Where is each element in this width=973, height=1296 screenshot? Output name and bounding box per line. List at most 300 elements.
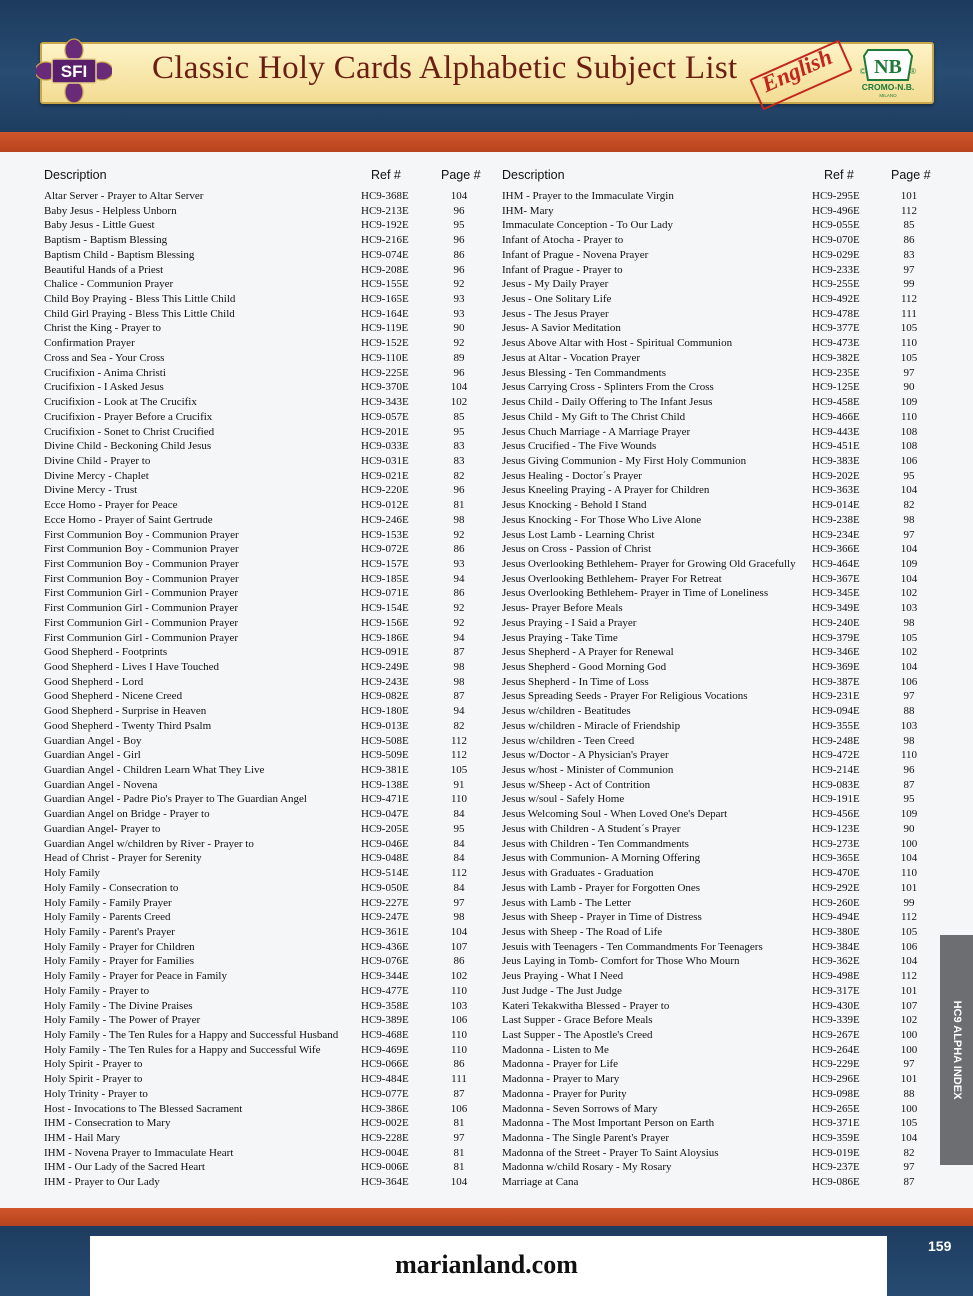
subject-description: First Communion Girl - Communion Prayer — [44, 602, 239, 615]
list-row — [44, 425, 474, 440]
subject-description: Good Shepherd - Surprise in Heaven — [44, 705, 207, 718]
ref-number: HC9-071E — [361, 587, 409, 600]
brand-name: CROMO-N.B. — [861, 82, 915, 92]
page-number-cell: 103 — [900, 719, 918, 732]
page-number-cell: 104 — [900, 955, 918, 968]
list-row — [44, 542, 474, 557]
list-row — [502, 513, 932, 528]
subject-description: Guardian Angel - Boy — [44, 734, 142, 747]
ref-number: HC9-098E — [812, 1087, 860, 1100]
list-row — [502, 425, 932, 440]
page-number-cell: 83 — [453, 454, 465, 467]
ref-number: HC9-464E — [812, 557, 860, 570]
page-number-cell: 110 — [900, 337, 918, 350]
subject-description: Jesus with Communion- A Morning Offering — [502, 852, 701, 865]
page-number-cell: 85 — [903, 219, 915, 232]
page-number-cell: 101 — [900, 190, 918, 202]
subject-description: Holy Family - The Ten Rules for a Happy and Successful Wife — [44, 1043, 321, 1056]
list-row — [44, 292, 474, 307]
page-number-cell: 104 — [450, 190, 468, 202]
subject-description: IHM - Prayer to Our Lady — [44, 1176, 160, 1189]
page-number-cell: 112 — [900, 293, 918, 306]
subject-description: Jesus w/children - Teen Creed — [502, 734, 635, 747]
list-row — [44, 704, 474, 719]
ref-number: HC9-157E — [361, 557, 409, 570]
subject-description: Jesus with Sheep - The Road of Life — [502, 925, 663, 938]
ref-number: HC9-066E — [361, 1058, 409, 1071]
list-row — [502, 454, 932, 469]
ref-number: HC9-381E — [361, 764, 409, 777]
subject-description: IHM - Consecration to Mary — [44, 1117, 171, 1130]
subject-description: Jesus Blessing - Ten Commandments — [502, 366, 667, 379]
subject-description: Jesus Giving Communion - My First Holy Communion — [502, 454, 747, 467]
subject-description: Jesus w/Sheep - Act of Contrition — [502, 778, 651, 791]
ref-number: HC9-050E — [361, 881, 409, 894]
list-row — [44, 999, 474, 1014]
page-number-cell: 112 — [900, 911, 918, 924]
right-ref-header: Ref # — [824, 168, 854, 182]
ref-number: HC9-345E — [812, 587, 860, 600]
page-number-cell: 108 — [900, 425, 918, 438]
list-row — [502, 204, 932, 219]
subject-description: Jesus Shepherd - In Time of Loss — [502, 675, 649, 688]
page-number-cell: 95 — [453, 822, 465, 835]
subject-description: First Communion Girl - Communion Prayer — [44, 616, 239, 629]
subject-description: Crucifixion - Prayer Before a Crucifix — [44, 410, 213, 423]
subject-description: Good Shepherd - Footprints — [44, 646, 168, 659]
subject-description: Holy Family - Prayer for Families — [44, 955, 195, 968]
page-number-cell: 90 — [453, 322, 465, 335]
page-number-cell: 98 — [903, 616, 915, 629]
ref-number: HC9-370E — [361, 381, 409, 394]
list-row — [44, 1160, 474, 1175]
page-number-cell: 96 — [453, 263, 465, 276]
list-row — [502, 380, 932, 395]
subject-description: Madonna - Prayer for Life — [502, 1058, 619, 1071]
ref-number: HC9-508E — [361, 734, 409, 747]
ref-number: HC9-164E — [361, 307, 409, 320]
ref-number: HC9-265E — [812, 1102, 860, 1115]
list-row — [44, 866, 474, 881]
subject-description: Host - Invocations to The Blessed Sacrament — [44, 1102, 243, 1115]
ref-number: HC9-138E — [361, 778, 409, 791]
section-tab-label: HC9 ALPHA INDEX — [950, 1000, 963, 1100]
ref-number: HC9-180E — [361, 705, 409, 718]
page-number-cell: 86 — [453, 543, 465, 556]
ref-number: HC9-364E — [361, 1176, 409, 1189]
list-row — [502, 837, 932, 852]
ref-number: HC9-021E — [361, 469, 409, 482]
page-number-cell: 106 — [900, 675, 918, 688]
list-row — [44, 660, 474, 675]
ref-number: HC9-380E — [812, 925, 860, 938]
list-row — [502, 469, 932, 484]
page-number-cell: 98 — [903, 734, 915, 747]
page-number-cell: 107 — [450, 940, 468, 953]
page-number-cell: 105 — [900, 322, 918, 335]
page-number-cell: 101 — [900, 984, 918, 997]
right-page-header: Page # — [891, 168, 931, 182]
ref-number: HC9-083E — [812, 778, 860, 791]
list-row — [44, 675, 474, 690]
page-number-cell: 84 — [453, 881, 465, 894]
page-number-cell: 110 — [450, 1028, 468, 1041]
ref-number: HC9-365E — [812, 852, 860, 865]
list-row — [502, 336, 932, 351]
list-row — [502, 984, 932, 999]
subject-description: Infant of Prague - Novena Prayer — [502, 248, 649, 261]
page-number-cell: 106 — [450, 1102, 468, 1115]
list-row — [502, 851, 932, 866]
list-row — [44, 792, 474, 807]
list-row — [502, 1131, 932, 1146]
list-row — [44, 1087, 474, 1102]
ref-number: HC9-123E — [812, 822, 860, 835]
page-number-cell: 93 — [453, 557, 465, 570]
ref-number: HC9-456E — [812, 808, 860, 821]
ref-number: HC9-260E — [812, 896, 860, 909]
list-row — [44, 557, 474, 572]
ref-number: HC9-292E — [812, 881, 860, 894]
page-number-cell: 83 — [453, 440, 465, 453]
subject-description: Immaculate Conception - To Our Lady — [502, 219, 674, 232]
ref-number: HC9-458E — [812, 396, 860, 409]
ref-number: HC9-004E — [361, 1146, 409, 1159]
subject-description: Jesus Overlooking Bethlehem- Prayer in Time of Loneliness — [502, 587, 769, 600]
subject-description: Jesus at Altar - Vocation Prayer — [502, 351, 640, 364]
ref-number: HC9-006E — [361, 1161, 409, 1174]
list-row — [502, 557, 932, 572]
list-row — [44, 336, 474, 351]
subject-description: Crucifixion - I Asked Jesus — [44, 381, 164, 394]
list-row — [44, 395, 474, 410]
list-row — [44, 248, 474, 263]
subject-description: Jesus Child - My Gift to The Christ Child — [502, 410, 686, 423]
subject-description: Holy Trinity - Prayer to — [44, 1087, 148, 1100]
list-row — [44, 1175, 474, 1190]
ref-number: HC9-355E — [812, 719, 860, 732]
subject-description: Last Supper - Grace Before Meals — [502, 1014, 653, 1027]
ref-number: HC9-216E — [361, 234, 409, 247]
right-description-header: Description — [502, 168, 565, 182]
list-row — [44, 1072, 474, 1087]
subject-description: Holy Spirit - Prayer to — [44, 1073, 143, 1086]
ref-number: HC9-214E — [812, 764, 860, 777]
subject-description: Good Shepherd - Lord — [44, 675, 144, 688]
list-row — [44, 366, 474, 381]
page-number-cell: 98 — [453, 661, 465, 673]
subject-description: Guardian Angel - Children Learn What They Live — [44, 764, 265, 777]
page-number-cell: 104 — [900, 852, 918, 865]
page-number-cell: 102 — [900, 587, 918, 600]
page-number-cell: 97 — [903, 366, 915, 379]
website-url: marianland.com — [395, 1250, 578, 1279]
subject-description: Jesus Carrying Cross - Splinters From the Cross — [502, 381, 714, 394]
subject-description: Holy Family - The Divine Praises — [44, 999, 193, 1012]
page-number-cell: 102 — [450, 970, 468, 983]
ref-number: HC9-359E — [812, 1132, 860, 1144]
list-row — [502, 189, 932, 204]
list-row — [502, 631, 932, 646]
page-number-cell: 101 — [900, 1073, 918, 1086]
list-row — [44, 940, 474, 955]
subject-description: Holy Family - Parent's Prayer — [44, 925, 175, 938]
page-number-cell: 82 — [453, 719, 465, 732]
list-row — [502, 792, 932, 807]
subject-description: Jesus Shepherd - A Prayer for Renewal — [502, 646, 674, 659]
left-ref-header: Ref # — [371, 168, 401, 182]
list-row — [502, 1013, 932, 1028]
subject-description: Jesus w/host - Minister of Communion — [502, 764, 674, 777]
page-number-cell: 92 — [453, 337, 465, 350]
page-number-cell: 104 — [900, 661, 918, 673]
list-row — [44, 218, 474, 233]
page-number-cell: 81 — [453, 499, 465, 512]
ref-number: HC9-473E — [812, 337, 860, 350]
list-row — [502, 1028, 932, 1043]
ref-number: HC9-074E — [361, 248, 409, 261]
subject-description: Jesus w/children - Beatitudes — [502, 705, 631, 718]
ref-number: HC9-436E — [361, 940, 409, 953]
subject-description: Holy Family — [44, 867, 100, 880]
ref-number: HC9-094E — [812, 705, 860, 718]
page-number-cell: 106 — [900, 454, 918, 467]
ref-number: HC9-192E — [361, 219, 409, 232]
page-number-cell: 93 — [453, 293, 465, 306]
list-row — [44, 321, 474, 336]
page-number-cell: 100 — [900, 1043, 918, 1056]
list-row — [44, 984, 474, 999]
page-number-cell: 94 — [453, 572, 465, 585]
ref-number: HC9-057E — [361, 410, 409, 423]
ref-number: HC9-339E — [812, 1014, 860, 1027]
subject-description: Jesus Chuch Marriage - A Marriage Prayer — [502, 425, 691, 438]
list-row — [502, 999, 932, 1014]
subject-description: Holy Spirit - Prayer to — [44, 1058, 143, 1071]
ref-number: HC9-469E — [361, 1043, 409, 1056]
ref-number: HC9-233E — [812, 263, 860, 276]
page-number-cell: 102 — [900, 646, 918, 659]
ref-number: HC9-155E — [361, 278, 409, 291]
list-row — [44, 483, 474, 498]
page-number-cell: 106 — [450, 1014, 468, 1027]
subject-description: Baptism Child - Baptism Blessing — [44, 248, 195, 261]
subject-description: IHM - Prayer to the Immaculate Virgin — [502, 190, 674, 202]
ref-number: HC9-492E — [812, 293, 860, 306]
subject-description: Jesus with Children - A Student´s Prayer — [502, 822, 681, 835]
list-row — [502, 410, 932, 425]
ref-number: HC9-205E — [361, 822, 409, 835]
svg-text:©: © — [860, 67, 866, 76]
ref-number: HC9-295E — [812, 190, 860, 202]
brand-mark: NB — [874, 56, 902, 78]
svg-text:®: ® — [910, 67, 916, 76]
subject-description: Jesus Knocking - For Those Who Live Alone — [502, 513, 702, 526]
subject-description: First Communion Boy - Communion Prayer — [44, 528, 239, 541]
subject-description: IHM - Hail Mary — [44, 1132, 121, 1144]
page-number-cell: 102 — [450, 396, 468, 409]
page-number-cell: 105 — [900, 925, 918, 938]
list-row — [44, 1028, 474, 1043]
subject-description: Jeus Praying - What I Need — [502, 970, 624, 983]
page-number-cell: 98 — [903, 513, 915, 526]
list-row — [44, 1043, 474, 1058]
list-row — [44, 263, 474, 278]
page-number-cell: 93 — [453, 307, 465, 320]
page-number-cell: 100 — [900, 837, 918, 850]
subject-description: Jesus w/soul - Safely Home — [502, 793, 625, 806]
cromo-nb-logo — [852, 46, 924, 98]
subject-description: Jesus on Cross - Passion of Christ — [502, 543, 652, 556]
ref-number: HC9-498E — [812, 970, 860, 983]
page-number-cell: 92 — [453, 616, 465, 629]
ref-number: HC9-154E — [361, 602, 409, 615]
page-number-cell: 94 — [453, 631, 465, 644]
list-row — [502, 483, 932, 498]
subject-description: Jesus Child - Daily Offering to The Infant Jesus — [502, 396, 713, 409]
list-row — [44, 380, 474, 395]
page-number-cell: 97 — [903, 1058, 915, 1071]
ref-number: HC9-470E — [812, 867, 860, 880]
list-row — [44, 204, 474, 219]
ref-number: HC9-153E — [361, 528, 409, 541]
subject-description: Just Judge - The Just Judge — [502, 984, 622, 997]
ref-number: HC9-231E — [812, 690, 860, 703]
ref-number: HC9-478E — [812, 307, 860, 320]
list-row — [502, 366, 932, 381]
list-row — [44, 586, 474, 601]
list-row — [44, 925, 474, 940]
subject-description: Holy Family - Prayer for Peace in Family — [44, 970, 227, 983]
list-row — [502, 395, 932, 410]
page-number-cell: 103 — [450, 999, 468, 1012]
page-number-cell: 95 — [903, 469, 915, 482]
ref-number: HC9-070E — [812, 234, 860, 247]
page-number-cell: 84 — [453, 808, 465, 821]
subject-description: Crucifixion - Look at The Crucifix — [44, 396, 197, 409]
ref-number: HC9-086E — [812, 1176, 860, 1189]
ref-number: HC9-247E — [361, 911, 409, 924]
list-row — [502, 1043, 932, 1058]
list-row — [44, 822, 474, 837]
footer-stripe — [0, 1208, 973, 1226]
list-row — [502, 1087, 932, 1102]
subject-description: Jesus w/children - Miracle of Friendship — [502, 719, 681, 732]
page-number-cell: 104 — [450, 925, 468, 938]
list-row — [44, 498, 474, 513]
page-number-cell: 98 — [453, 513, 465, 526]
ref-number: HC9-110E — [361, 351, 409, 364]
subject-description: Baby Jesus - Helpless Unborn — [44, 204, 177, 217]
page-number-cell: 110 — [450, 1043, 468, 1056]
list-row — [502, 572, 932, 587]
page-number-cell: 101 — [900, 881, 918, 894]
page-number-cell: 86 — [453, 248, 465, 261]
subject-description: Jesus Healing - Doctor´s Prayer — [502, 469, 642, 482]
ref-number: HC9-033E — [361, 440, 409, 453]
list-row — [44, 1102, 474, 1117]
list-row — [44, 189, 474, 204]
ref-number: HC9-125E — [812, 381, 860, 394]
page-number-cell: 97 — [453, 1132, 465, 1144]
left-description-header: Description — [44, 168, 107, 182]
ref-number: HC9-091E — [361, 646, 409, 659]
page-number-cell: 95 — [453, 219, 465, 232]
page-number-cell: 110 — [450, 984, 468, 997]
ref-number: HC9-383E — [812, 454, 860, 467]
page-number-cell: 86 — [453, 1058, 465, 1071]
page-number-cell: 83 — [903, 248, 915, 261]
ref-number: HC9-156E — [361, 616, 409, 629]
subject-description: First Communion Girl - Communion Prayer — [44, 631, 239, 644]
ref-number: HC9-202E — [812, 469, 860, 482]
ref-number: HC9-484E — [361, 1073, 409, 1086]
page-number-cell: 105 — [900, 351, 918, 364]
subject-description: IHM - Our Lady of the Sacred Heart — [44, 1161, 205, 1174]
ref-number: HC9-072E — [361, 543, 409, 556]
subject-description: Jesus with Lamb - Prayer for Forgotten Ones — [502, 881, 701, 894]
ref-number: HC9-077E — [361, 1087, 409, 1100]
list-row — [502, 542, 932, 557]
list-row — [502, 734, 932, 749]
subject-description: Jesuis with Teenagers - Ten Commandments For Teenagers — [502, 940, 763, 953]
list-row — [502, 277, 932, 292]
list-row — [502, 748, 932, 763]
list-row — [502, 1116, 932, 1131]
page-number-cell: 111 — [451, 1073, 467, 1086]
ref-number: HC9-191E — [812, 793, 860, 806]
subject-description: First Communion Boy - Communion Prayer — [44, 557, 239, 570]
list-row — [44, 1116, 474, 1131]
subject-description: Jeus Laying in Tomb- Comfort for Those Who Mourn — [502, 955, 740, 968]
subject-description: Good Shepherd - Twenty Third Psalm — [44, 719, 212, 732]
subject-description: Good Shepherd - Nicene Creed — [44, 690, 183, 703]
page-number-cell: 88 — [903, 1087, 915, 1100]
subject-description: Guardian Angel - Padre Pio's Prayer to The Guardian Angel — [44, 793, 307, 806]
subject-description: Good Shepherd - Lives I Have Touched — [44, 661, 219, 673]
ref-number: HC9-234E — [812, 528, 860, 541]
subject-description: Jesus Overlooking Bethlehem- Prayer for Growing Old Gracefully — [502, 557, 796, 570]
subject-description: Divine Child - Prayer to — [44, 454, 151, 467]
list-row — [502, 439, 932, 454]
subject-description: Madonna - The Most Important Person on Earth — [502, 1117, 715, 1130]
page-number-cell: 82 — [903, 1146, 915, 1159]
page-number-cell: 82 — [453, 469, 465, 482]
ref-number: HC9-019E — [812, 1146, 860, 1159]
subject-description: Jesus- Prayer Before Meals — [502, 602, 623, 615]
page-number-cell: 98 — [453, 675, 465, 688]
list-row — [44, 778, 474, 793]
list-row — [502, 218, 932, 233]
subject-description: First Communion Boy - Communion Prayer — [44, 543, 239, 556]
subject-description: Jesus Overlooking Bethlehem- Prayer For Retreat — [502, 572, 722, 585]
list-row — [502, 704, 932, 719]
list-row — [44, 748, 474, 763]
subject-description: IHM - Novena Prayer to Immaculate Heart — [44, 1146, 234, 1159]
list-row — [44, 881, 474, 896]
subject-description: Chalice - Communion Prayer — [44, 278, 174, 291]
ref-number: HC9-246E — [361, 513, 409, 526]
page-number-cell: 81 — [453, 1146, 465, 1159]
subject-description: Jesus Crucified - The Five Wounds — [502, 440, 657, 453]
ref-number: HC9-317E — [812, 984, 860, 997]
ref-number: HC9-046E — [361, 837, 409, 850]
list-row — [44, 601, 474, 616]
subject-description: Infant of Prague - Prayer to — [502, 263, 623, 276]
subject-description: Madonna - The Single Parent's Prayer — [502, 1132, 670, 1144]
page-number-cell: 87 — [903, 778, 915, 791]
list-row — [502, 616, 932, 631]
